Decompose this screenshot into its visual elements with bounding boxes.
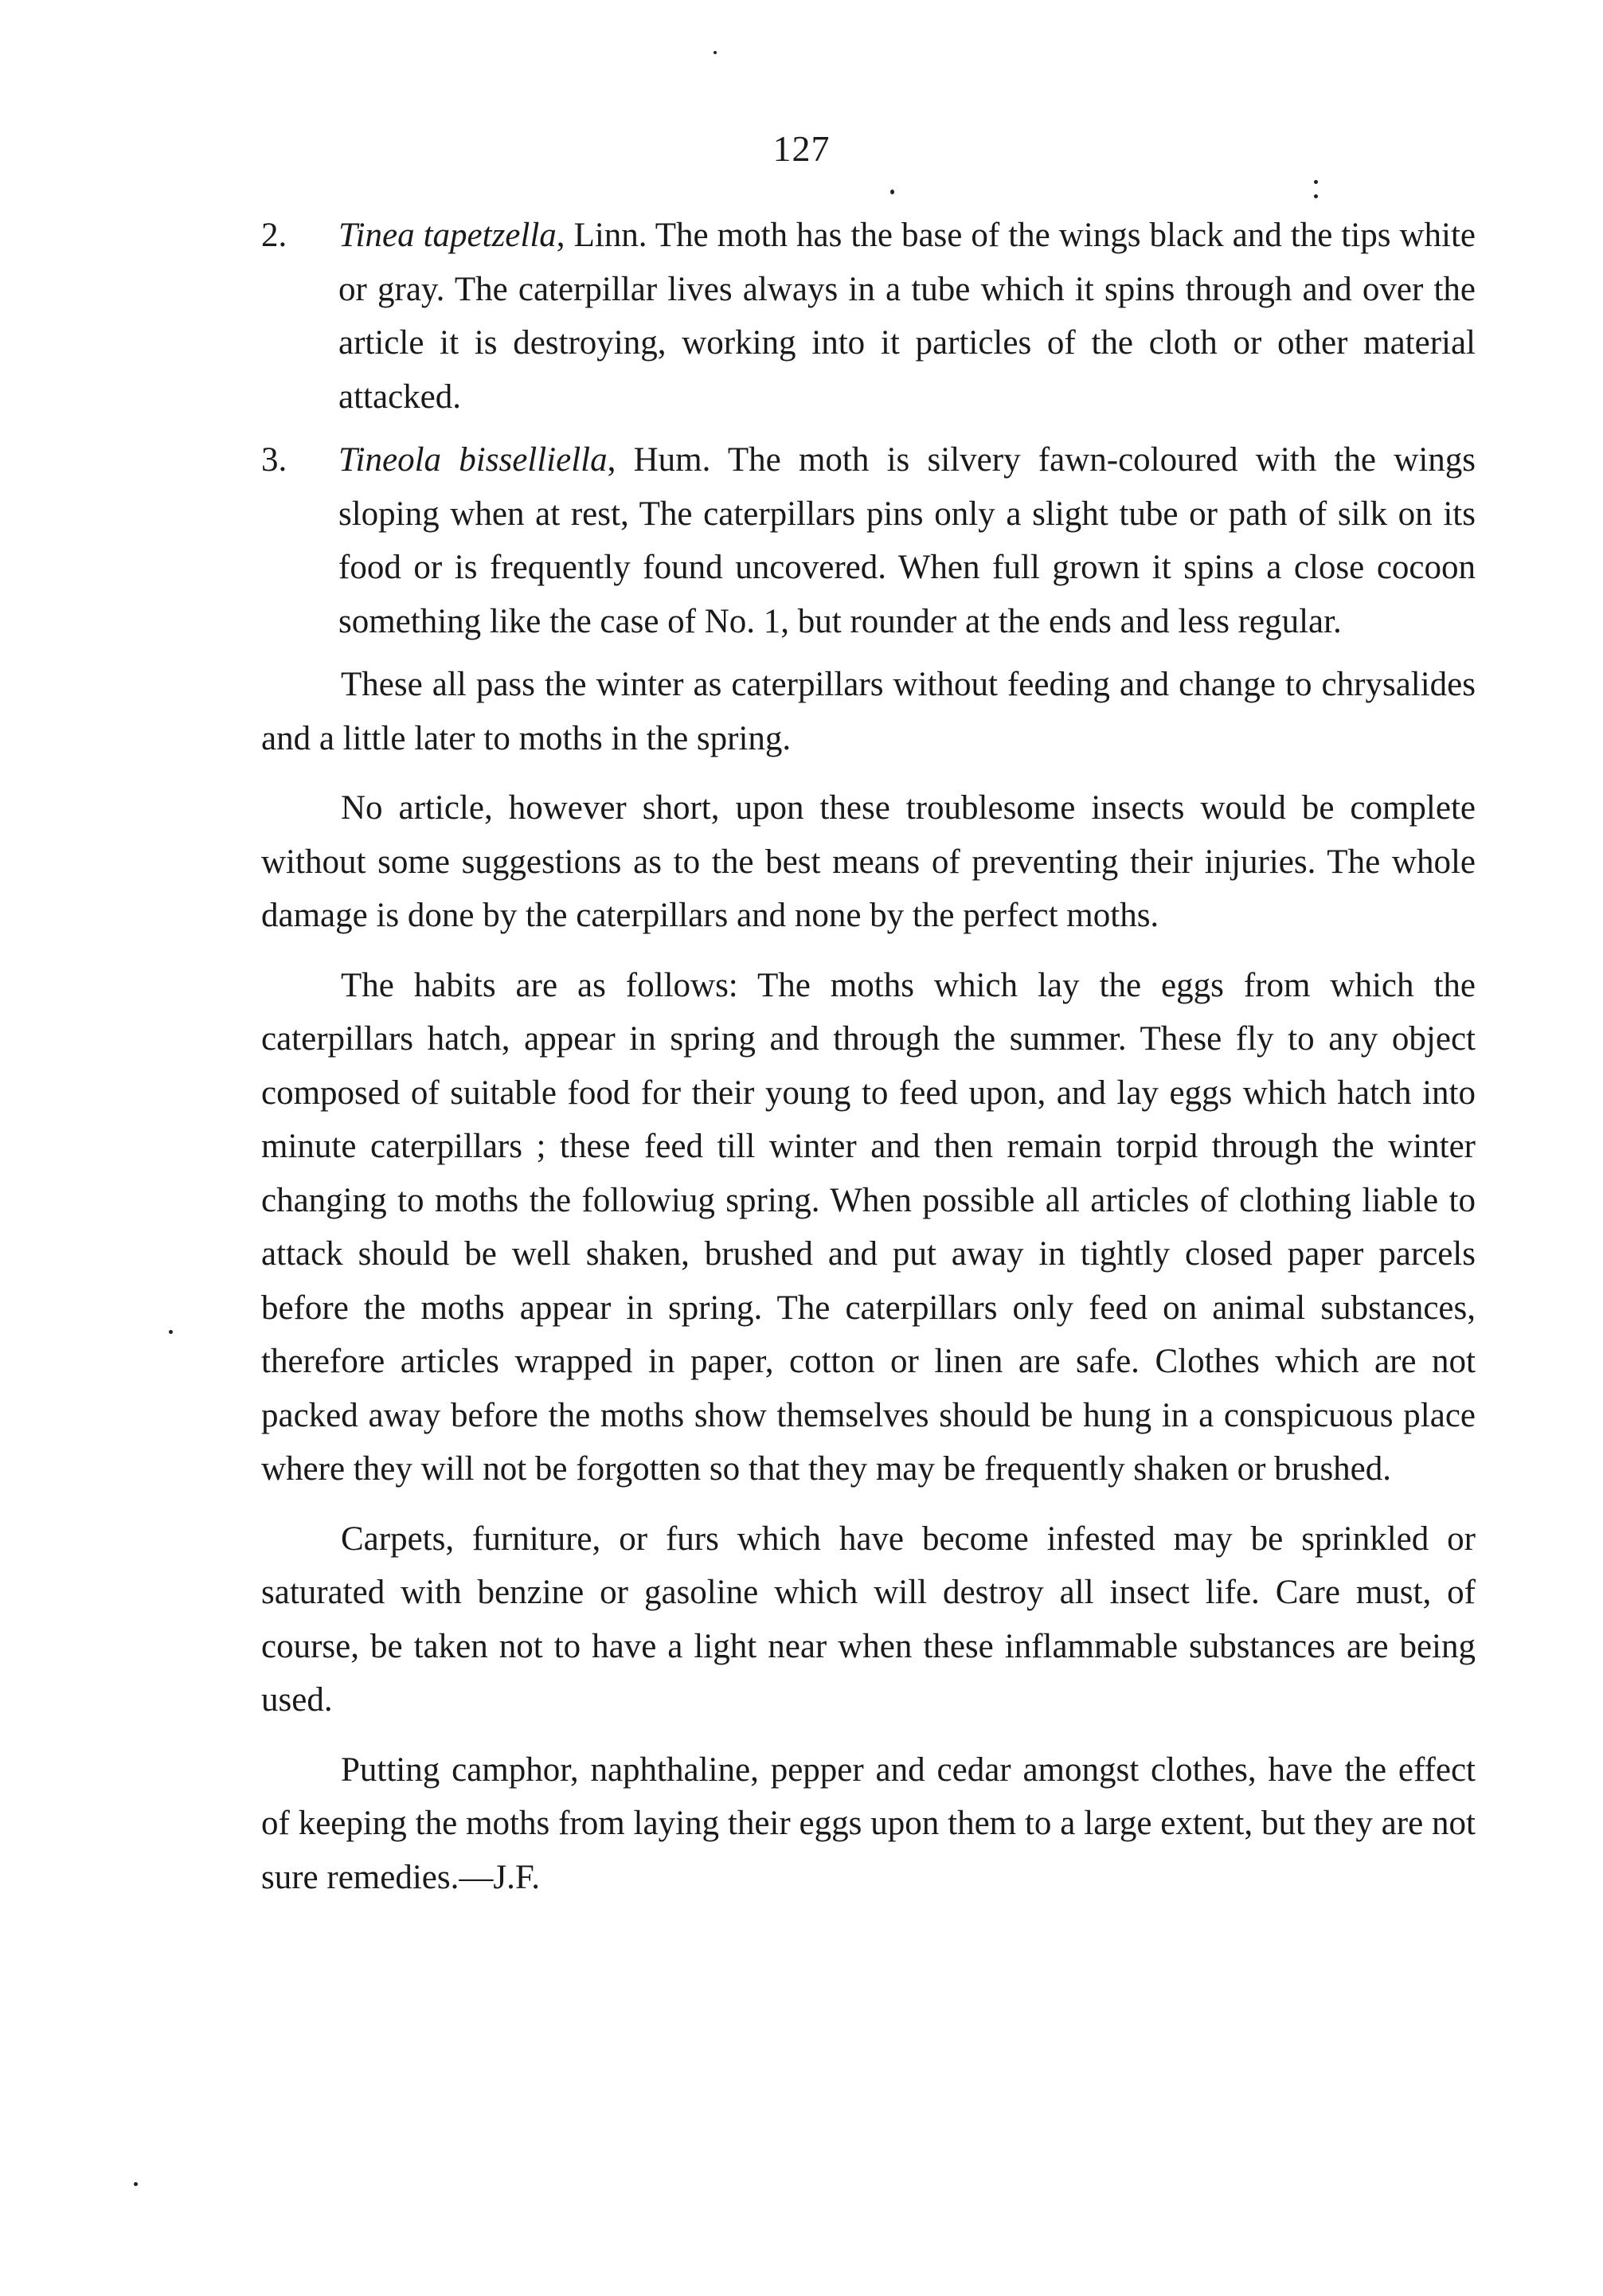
entry-number: 3. bbox=[261, 441, 287, 479]
scan-speck bbox=[1314, 194, 1318, 198]
entry-description: , Linn. The moth has the base of the wings black and the tips white or gray. The caterpillar lives always in a tube which it spins through and over the article it is destroying, working into it particles of the cloth or other material attacked. bbox=[338, 217, 1476, 416]
body-paragraph: No article, however short, upon these troublesome insects would be complete without some suggestions as to the best means of preventing their injuries. The whole damage is done by the caterpillars and none by the perfect moths. bbox=[261, 789, 1476, 934]
entry-description: , Hum. The moth is silvery fawn-coloured with the wings sloping when at rest, The caterpillars pins only a slight tube or path of silk on its food or is frequently found uncovered. When full grown it spins a close cocoon something like the case of No. 1, but rounder at the ends and less regular. bbox=[338, 441, 1476, 640]
species-name: Tinea tapetzella bbox=[338, 217, 557, 254]
species-name: Tineola bisselliella bbox=[338, 441, 608, 479]
scan-speck bbox=[134, 2182, 138, 2186]
scan-speck bbox=[890, 190, 894, 194]
species-entry bbox=[261, 433, 1476, 648]
page-number: 127 bbox=[772, 128, 831, 169]
body-paragraph: Carpets, furniture, or furs which have become infested may be sprinkled or saturated with benzine or gasoline which will destroy all insect life. Care must, of course, be taken not to have a light near when these inflammable substances are being used. bbox=[261, 1520, 1476, 1719]
entry-number: 2. bbox=[261, 217, 287, 254]
scan-speck bbox=[714, 51, 717, 54]
body-paragraph: These all pass the winter as caterpillars without feeding and change to chrysalides and a little later to moths in the spring. bbox=[261, 666, 1476, 757]
scan-speck bbox=[1314, 180, 1318, 184]
species-entry bbox=[261, 209, 1476, 424]
body-paragraph: The habits are as follows: The moths which lay the eggs from which the caterpillars hatch, appear in spring and through the summer. These fly to any object composed of suitable food for their young to feed upon, and lay eggs which hatch into minute caterpillars ; these feed till winter and then remain torpid through the winter changing to moths the followiug spring. When possible all articles of clothing liable to attack should be well shaken, brushed and put away in tightly closed paper parcels before the moths appear in spring. The caterpillars only feed on animal substances, therefore articles wrapped in paper, cotton or linen are safe. Clothes which are not packed away before the moths show themselves should be hung in a conspicuous place where they will not be forgotten so that they may be frequently shaken or brushed. bbox=[261, 966, 1476, 1488]
scan-speck bbox=[169, 1330, 173, 1334]
body-paragraph: Putting camphor, naphthaline, pepper and cedar amongst clothes, have the effect of keeping the moths from laying their eggs upon them to a large extent, but they are not sure remedies.—J.F. bbox=[261, 1750, 1476, 1896]
text-column bbox=[261, 209, 1476, 1920]
